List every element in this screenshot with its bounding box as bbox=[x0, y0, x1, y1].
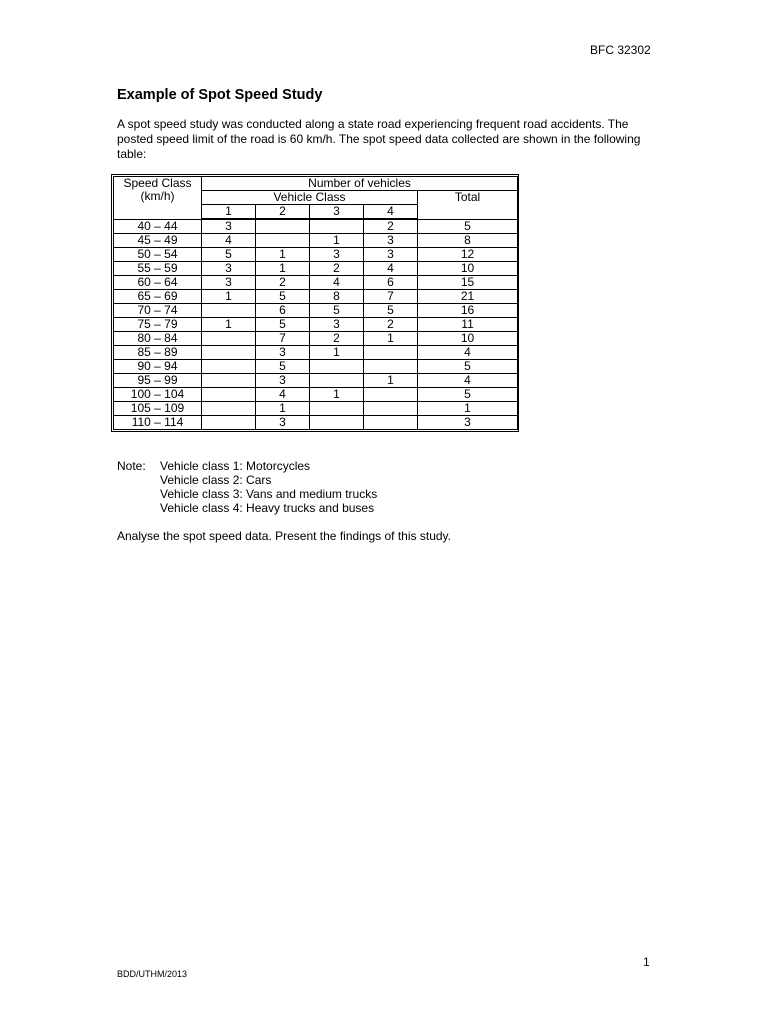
speed-class-cell: 105 – 109 bbox=[114, 402, 202, 416]
vehicle-count-cell: 4 bbox=[202, 234, 256, 248]
vehicle-count-cell bbox=[310, 374, 364, 388]
total-cell: 10 bbox=[418, 262, 518, 276]
total-cell: 5 bbox=[418, 360, 518, 374]
total-cell: 3 bbox=[418, 416, 518, 430]
total-cell: 10 bbox=[418, 332, 518, 346]
vehicle-count-cell: 1 bbox=[256, 402, 310, 416]
vehicle-count-cell bbox=[202, 360, 256, 374]
vehicle-count-cell: 4 bbox=[364, 262, 418, 276]
table-row bbox=[114, 402, 518, 416]
table-row bbox=[114, 248, 518, 262]
speed-class-cell: 90 – 94 bbox=[114, 360, 202, 374]
vehicle-count-cell bbox=[310, 219, 364, 234]
class-number-4: 4 bbox=[364, 205, 418, 220]
vehicle-count-cell: 6 bbox=[364, 276, 418, 290]
vehicle-count-cell bbox=[202, 402, 256, 416]
document-code: BFC 32302 bbox=[590, 43, 651, 57]
speed-class-cell: 60 – 64 bbox=[114, 276, 202, 290]
vehicle-count-cell bbox=[202, 332, 256, 346]
total-cell: 5 bbox=[418, 219, 518, 234]
total-cell: 4 bbox=[418, 346, 518, 360]
table-row bbox=[114, 219, 518, 234]
vehicle-count-cell: 1 bbox=[310, 388, 364, 402]
notes-section bbox=[117, 459, 377, 515]
class-number-2: 2 bbox=[256, 205, 310, 220]
vehicle-count-cell: 3 bbox=[202, 276, 256, 290]
total-cell: 12 bbox=[418, 248, 518, 262]
vehicle-count-cell bbox=[364, 416, 418, 430]
vehicle-count-cell: 2 bbox=[364, 318, 418, 332]
table-row bbox=[114, 388, 518, 402]
speed-class-header: Speed Class bbox=[123, 176, 192, 190]
note-item-4: Vehicle class 4: Heavy trucks and buses bbox=[160, 501, 375, 515]
vehicle-count-cell: 3 bbox=[256, 416, 310, 430]
vehicle-count-cell bbox=[202, 388, 256, 402]
vehicle-count-cell: 3 bbox=[256, 374, 310, 388]
total-cell: 21 bbox=[418, 290, 518, 304]
vehicle-count-cell: 5 bbox=[202, 248, 256, 262]
table-row bbox=[114, 318, 518, 332]
class-number-1: 1 bbox=[202, 205, 256, 220]
vehicle-count-cell: 3 bbox=[202, 219, 256, 234]
table-row bbox=[114, 262, 518, 276]
note-item-1: Vehicle class 1: Motorcycles bbox=[160, 459, 311, 473]
vehicle-count-cell: 3 bbox=[364, 248, 418, 262]
table-row bbox=[114, 416, 518, 430]
speed-class-cell: 95 – 99 bbox=[114, 374, 202, 388]
total-cell: 8 bbox=[418, 234, 518, 248]
vehicle-count-cell bbox=[202, 374, 256, 388]
vehicle-count-cell: 8 bbox=[310, 290, 364, 304]
vehicle-count-cell: 2 bbox=[256, 276, 310, 290]
vehicle-count-cell: 7 bbox=[256, 332, 310, 346]
page-title: Example of Spot Speed Study bbox=[117, 87, 323, 103]
vehicle-count-cell: 6 bbox=[256, 304, 310, 318]
vehicle-count-cell bbox=[256, 234, 310, 248]
vehicle-count-cell bbox=[256, 219, 310, 234]
vehicle-count-cell: 3 bbox=[202, 262, 256, 276]
total-cell: 16 bbox=[418, 304, 518, 318]
speed-class-unit: (km/h) bbox=[140, 189, 175, 203]
table-row bbox=[114, 304, 518, 318]
vehicle-count-cell: 2 bbox=[364, 219, 418, 234]
note-item-2: Vehicle class 2: Cars bbox=[160, 473, 272, 487]
spot-speed-table-frame bbox=[111, 174, 519, 432]
vehicle-count-cell: 1 bbox=[310, 234, 364, 248]
vehicle-count-cell bbox=[202, 416, 256, 430]
speed-class-cell: 70 – 74 bbox=[114, 304, 202, 318]
vehicle-count-cell: 5 bbox=[310, 304, 364, 318]
total-cell: 15 bbox=[418, 276, 518, 290]
note-item-3: Vehicle class 3: Vans and medium trucks bbox=[160, 487, 378, 501]
table-row bbox=[114, 276, 518, 290]
vehicle-count-cell: 4 bbox=[310, 276, 364, 290]
footer-code: BDD/UTHM/2013 bbox=[117, 969, 188, 979]
vehicle-count-cell: 1 bbox=[310, 346, 364, 360]
table-row bbox=[114, 234, 518, 248]
vehicle-count-cell bbox=[310, 402, 364, 416]
vehicle-count-cell: 5 bbox=[364, 304, 418, 318]
vehicle-count-cell: 7 bbox=[364, 290, 418, 304]
table-row bbox=[114, 360, 518, 374]
speed-class-cell: 75 – 79 bbox=[114, 318, 202, 332]
speed-class-cell: 100 – 104 bbox=[114, 388, 202, 402]
vehicle-count-cell: 1 bbox=[256, 248, 310, 262]
vehicle-count-cell: 3 bbox=[364, 234, 418, 248]
vehicle-count-cell bbox=[364, 402, 418, 416]
total-cell: 1 bbox=[418, 402, 518, 416]
vehicle-class-header: Vehicle Class bbox=[202, 191, 418, 205]
intro-paragraph: A spot speed study was conducted along a state road experiencing frequent road accidents. The posted speed limit of the road is 60 km/h. The spot speed data collected are shown in the following table: bbox=[117, 117, 641, 161]
table-row bbox=[114, 290, 518, 304]
speed-class-cell: 50 – 54 bbox=[114, 248, 202, 262]
vehicle-count-cell bbox=[202, 304, 256, 318]
vehicle-count-cell bbox=[364, 346, 418, 360]
table-header-row-1 bbox=[114, 177, 518, 191]
total-header: Total bbox=[418, 191, 518, 220]
vehicle-count-cell: 1 bbox=[202, 290, 256, 304]
speed-class-cell: 80 – 84 bbox=[114, 332, 202, 346]
vehicle-count-cell: 5 bbox=[256, 360, 310, 374]
number-of-vehicles-header: Number of vehicles bbox=[202, 177, 518, 191]
class-number-3: 3 bbox=[310, 205, 364, 220]
vehicle-count-cell bbox=[202, 346, 256, 360]
table-row bbox=[114, 374, 518, 388]
vehicle-count-cell: 1 bbox=[256, 262, 310, 276]
note-label: Note: bbox=[117, 459, 146, 473]
vehicle-count-cell bbox=[364, 388, 418, 402]
vehicle-count-cell: 1 bbox=[364, 332, 418, 346]
speed-class-header-cell bbox=[114, 177, 202, 220]
speed-class-cell: 55 – 59 bbox=[114, 262, 202, 276]
vehicle-count-cell: 2 bbox=[310, 332, 364, 346]
speed-class-cell: 45 – 49 bbox=[114, 234, 202, 248]
table-row bbox=[114, 346, 518, 360]
vehicle-count-cell: 5 bbox=[256, 318, 310, 332]
vehicle-count-cell: 3 bbox=[310, 248, 364, 262]
vehicle-count-cell: 1 bbox=[202, 318, 256, 332]
speed-class-cell: 65 – 69 bbox=[114, 290, 202, 304]
vehicle-count-cell bbox=[310, 360, 364, 374]
vehicle-count-cell: 5 bbox=[256, 290, 310, 304]
task-instruction: Analyse the spot speed data. Present the findings of this study. bbox=[117, 529, 451, 543]
vehicle-count-cell: 3 bbox=[256, 346, 310, 360]
total-cell: 11 bbox=[418, 318, 518, 332]
vehicle-count-cell bbox=[364, 360, 418, 374]
vehicle-count-cell: 3 bbox=[310, 318, 364, 332]
total-cell: 4 bbox=[418, 374, 518, 388]
table-row bbox=[114, 332, 518, 346]
speed-class-cell: 40 – 44 bbox=[114, 219, 202, 234]
vehicle-count-cell: 2 bbox=[310, 262, 364, 276]
spot-speed-table bbox=[113, 176, 518, 430]
page-number: 1 bbox=[643, 955, 650, 969]
speed-class-cell: 110 – 114 bbox=[114, 416, 202, 430]
vehicle-count-cell: 4 bbox=[256, 388, 310, 402]
vehicle-count-cell bbox=[310, 416, 364, 430]
vehicle-count-cell: 1 bbox=[364, 374, 418, 388]
total-cell: 5 bbox=[418, 388, 518, 402]
speed-class-cell: 85 – 89 bbox=[114, 346, 202, 360]
